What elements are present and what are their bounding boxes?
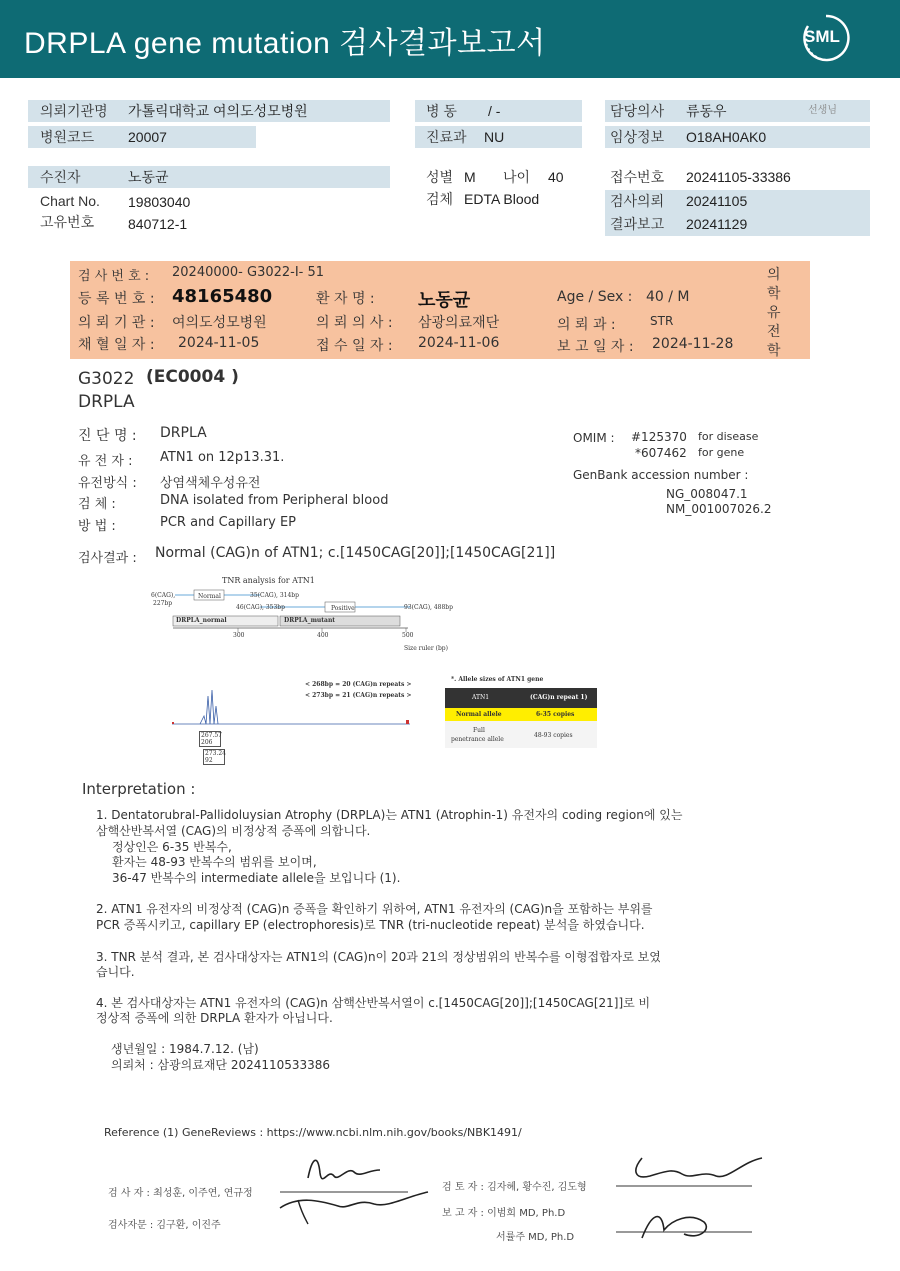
test-no: 20240000- G3022-I- 51 (172, 265, 325, 280)
receipt: 20241105-33386 (686, 169, 791, 185)
ward-label: 병 동 (426, 103, 457, 119)
omim-disease-for: for disease (698, 430, 759, 443)
chart-no: 19803040 (128, 194, 191, 210)
fig-l4: 46(CAG), 353bp (236, 604, 285, 611)
reporter2: 서률주 MD, Ph.D (496, 1232, 575, 1243)
fig-l5: 93(CAG), 488bp (404, 604, 453, 611)
interpretation-line: 정상적 증폭에 의한 DRPLA 환자가 아닙니다. (96, 1011, 333, 1025)
clinical: O18AH0AK0 (686, 129, 767, 145)
spec-label: 검 체 : (78, 497, 116, 512)
omim-disease: #125370 (631, 430, 687, 444)
interpretation-line: 정상인은 6-35 반복수, (112, 840, 232, 854)
chart-label: Chart No. (40, 193, 100, 209)
interpretation-line: 습니다. (96, 965, 135, 979)
patient-row (28, 166, 390, 188)
client-info: 의뢰처 : 삼광의료재단 2024110533386 (111, 1058, 331, 1072)
fig-l1: 6(CAG), (151, 592, 176, 599)
fig-tick-500: 500 (402, 632, 414, 639)
side-char: 학 (767, 286, 781, 302)
interpretation-line: 환자는 48-93 반복수의 범위를 보이며, (112, 855, 317, 869)
collect-label: 채 혈 일 자 : (78, 337, 155, 353)
req-doctor-label: 의 뢰 의 사 : (316, 315, 393, 331)
doctor-suffix: 선생님 (808, 105, 837, 116)
fig-tick-300: 300 (233, 632, 245, 639)
req-dept: STR (650, 314, 674, 328)
specimen-label: 검체 (426, 191, 454, 207)
peak1-size: 267.57 (201, 732, 222, 739)
allele-table-title: *. Allele sizes of ATN1 gene (451, 676, 544, 683)
mode-label: 유전방식 : (78, 476, 137, 491)
interpretation-line: 4. 본 검사대상자는 ATN1 유전자의 (CAG)n 삼핵산반복서열이 c.[1450CAG[20]];[1450CAG[21]]로 비 (96, 996, 651, 1010)
interpretation-line: 36-47 반복수의 intermediate allele을 보입니다 (1). (112, 871, 401, 885)
side-char: 유 (767, 305, 781, 321)
req-doctor: 삼광의료재단 (418, 315, 500, 331)
age-sex: 40 / M (646, 289, 690, 305)
fig-rep1: < 268bp = 20 (CAG)n repeats > (305, 681, 412, 688)
spec: DNA isolated from Peripheral blood (160, 493, 389, 508)
method-label: 방 법 : (78, 519, 116, 534)
uid-label: 고유번호 (40, 214, 95, 230)
receive-label: 접 수 일 자 : (316, 338, 393, 354)
interpretation-line: PCR 증폭시키고, capillary EP (electrophoresis)로 TNR (tri-nucleotide repeat) 분석을 하였습니다. (96, 918, 645, 932)
result-label: 검사결과 : (78, 551, 137, 566)
report-header (0, 0, 900, 78)
patient-name: 노동균 (418, 290, 471, 311)
age-sex-label: Age / Sex : (557, 289, 633, 305)
interpretation-line: 삼핵산반복서열 (CAG)의 비정상적 증폭에 의합니다. (96, 824, 371, 838)
mode: 상염색체우성유전 (160, 476, 261, 491)
genbank-ng: NG_008047.1 (666, 487, 748, 501)
org: 여의도성모병원 (172, 315, 267, 331)
side-char: 전 (767, 324, 781, 340)
scan-report-date: 2024-11-28 (652, 336, 734, 352)
dept-label: 진료과 (426, 129, 467, 145)
receipt-label: 접수번호 (610, 169, 665, 185)
hospital-code: 20007 (128, 129, 167, 145)
logo-text: SML (804, 27, 840, 46)
reg-no: 48165480 (172, 286, 273, 307)
interpretation-line: 2. ATN1 유전자의 비정상적 (CAG)n 증폭을 확인하기 위하여, ATN1 유전자의 (CAG)n을 포함하는 부위를 (96, 902, 653, 916)
signature-reviewer-icon (612, 1150, 772, 1250)
sex-label: 성별 (426, 169, 454, 185)
fig-l3: 35(CAG), 314bp (250, 592, 299, 599)
allele-th1: ATN1 (472, 694, 490, 701)
specimen: EDTA Blood (464, 191, 540, 207)
allele-th2: (CAG)n repeat 1) (530, 694, 588, 701)
doctor-label: 담당의사 (610, 103, 665, 119)
result-value: Normal (CAG)n of ATN1; c.[1450CAG[20]];[1450CAG[21]] (155, 545, 556, 561)
tester: 검 사 자 : 최성훈, 이주연, 연규정 (108, 1188, 253, 1199)
genbank-nm: NM_001007026.2 (666, 502, 772, 516)
fig-tick-400: 400 (317, 632, 329, 639)
omim-gene-for: for gene (698, 446, 745, 459)
peak2-size: 273.24 (205, 750, 226, 757)
fig-bar-mutant: DRPLA_mutant (284, 617, 336, 624)
advisor: 검사자문 : 김구환, 이진주 (108, 1220, 221, 1231)
age-label: 나이 (503, 169, 531, 185)
allele-full-b: penetrance allele (451, 736, 504, 743)
interpretation-line: 1. Dentatorubral-Pallidoluysian Atrophy (DRPLA)는 ATN1 (Atrophin-1) 유전자의 coding region에 있는 (96, 808, 683, 822)
report-date-label: 보 고 일 자 : (557, 339, 634, 355)
req-dept-label: 의 뢰 과 : (557, 317, 616, 333)
fig-l2: 227bp (153, 600, 173, 607)
request-label: 검사의뢰 (610, 193, 665, 209)
figure-title: TNR analysis for ATN1 (222, 576, 315, 585)
test-no-label: 검 사 번 호 : (78, 269, 150, 284)
electropherogram-trace (170, 686, 415, 731)
fig-bar-normal: DRPLA_normal (176, 617, 227, 624)
peak1-height: 206 (201, 739, 213, 746)
fig-ruler: Size ruler (bp) (404, 645, 448, 652)
fig-positive: Positive (331, 605, 355, 612)
allele-full-range: 48-93 copies (534, 732, 573, 739)
report-title: DRPLA gene mutation 검사결과보고서 (24, 27, 546, 60)
reporter: 보 고 자 : 이범희 MD, Ph.D (442, 1208, 566, 1219)
reference: Reference (1) GeneReviews : https://www.ncbi.nlm.nih.gov/books/NBK1491/ (104, 1126, 522, 1139)
allele-normal: Normal allele (456, 711, 502, 718)
report-label: 결과보고 (610, 216, 665, 232)
sex: M (464, 169, 476, 185)
omim-gene: *607462 (635, 446, 687, 460)
requester-org: 가톨릭대학교 여의도성모병원 (128, 103, 308, 119)
birth-date: 생년월일 : 1984.7.12. (남) (111, 1042, 259, 1056)
test-code: G3022 (78, 369, 135, 389)
fig-normal: Normal (198, 593, 221, 600)
gene-label: 유 전 자 : (78, 454, 133, 469)
patient-label: 수진자 (40, 169, 81, 185)
hospital-code-label: 병원코드 (40, 129, 95, 145)
patient: 노동균 (128, 169, 169, 185)
interpretation-line: 3. TNR 분석 결과, 본 검사대상자는 ATN1의 (CAG)n이 20과 21의 정상범위의 반복수를 이형접합자로 보였 (96, 950, 661, 964)
test-code-ec: (EC0004 ) (146, 367, 239, 387)
org-label: 의 뢰 기 관 : (78, 315, 155, 331)
reg-no-label: 등 록 번 호 : (78, 291, 155, 307)
fig-rep2: < 273bp = 21 (CAG)n repeats > (305, 692, 412, 699)
peak2-height: 92 (205, 757, 213, 764)
genbank-label: GenBank accession number : (573, 468, 749, 482)
allele-row-full (445, 721, 597, 748)
dept: NU (484, 129, 505, 145)
diag-label: 진 단 명 : (78, 428, 137, 444)
collect-date: 2024-11-05 (178, 335, 260, 351)
allele-full-a: Full (473, 727, 485, 734)
allele-normal-range: 6-35 copies (536, 711, 575, 718)
report-date: 20241129 (686, 216, 748, 232)
reviewer: 검 토 자 : 김자혜, 황수진, 김도형 (442, 1182, 587, 1193)
patient-name-label: 환 자 명 : (316, 291, 375, 307)
side-char: 의 (767, 267, 781, 283)
diag: DRPLA (160, 425, 207, 441)
age: 40 (548, 169, 564, 185)
ward: / - (488, 103, 501, 119)
method: PCR and Capillary EP (160, 515, 296, 530)
clinical-label: 임상정보 (610, 129, 665, 145)
uid: 840712-1 (128, 216, 188, 232)
omim-label: OMIM : (573, 431, 615, 445)
doctor: 류동우 (686, 103, 727, 119)
test-name: DRPLA (78, 392, 135, 412)
interpretation-title: Interpretation : (82, 780, 196, 798)
signature-tester-icon (278, 1148, 438, 1228)
gene: ATN1 on 12p13.31. (160, 450, 285, 465)
requester-org-label: 의뢰기관명 (40, 103, 108, 119)
request-date: 20241105 (686, 193, 748, 209)
side-char: 학 (767, 343, 781, 359)
receive-date: 2024-11-06 (418, 335, 500, 351)
